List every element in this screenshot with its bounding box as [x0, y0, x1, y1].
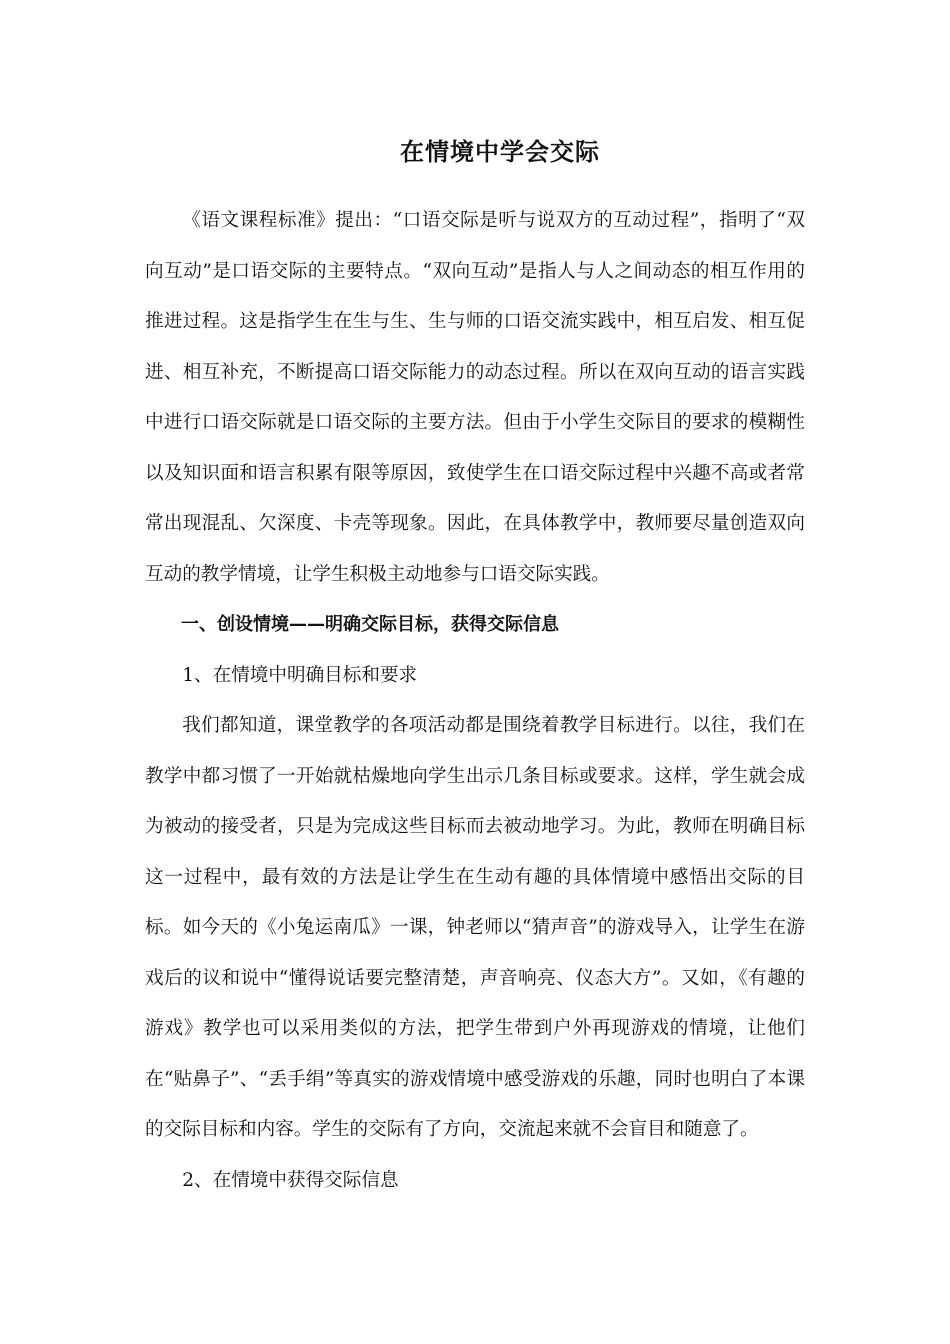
document-body [145, 196, 805, 1206]
intro-paragraph: 《语文课程标准》提出：“口语交际是听与说双方的互动过程”，指明了“双向互动”是口语交际的主要特点。“双向互动”是指人与人之间动态的相互作用的推进过程。这是指学生在生与生、生与师的口语交流实践中，相互启发、相互促进、相互补充，不断提高口语交际能力的动态过程。所以在双向互动的语言实践中进行口语交际就是口语交际的主要方法。但由于小学生交际目的要求的模糊性以及知识面和语言积累有限等原因，致使学生在口语交际过程中兴趣不高或者常常出现混乱、欠深度、卡壳等现象。因此，在具体教学中，教师要尽量创造双向互动的教学情境，让学生积极主动地参与口语交际实践。 [145, 210, 805, 585]
body-paragraph-1: 我们都知道，课堂教学的各项活动都是围绕着教学目标进行。以往，我们在教学中都习惯了一开始就枯燥地向学生出示几条目标或要求。这样，学生就会成为被动的接受者，只是为完成这些目标而去被动地学习。为此，教师在明确目标这一过程中，最有效的方法是让学生在生动有趣的具体情境中感悟出交际的目标。如今天的《小兔运南瓜》一课，钟老师以“猜声音”的游戏导入，让学生在游戏后的议和说中“懂得说话要完整清楚，声音响亮、仪态大方”。又如，《有趣的游戏》教学也可以采用类似的方法，把学生带到户外再现游戏的情境，让他们在“贴鼻子”、“丢手绢”等真实的游戏情境中感受游戏的乐趣，同时也明白了本课的交际目标和内容。学生的交际有了方向，交流起来就不会盲目和随意了。 [145, 715, 805, 1140]
document-title: 在情境中学会交际 [400, 138, 600, 166]
section-heading-1: 一、创设情境——明确交际目标，获得交际信息 [181, 614, 559, 635]
subsection-heading-1: 1、在情境中明确目标和要求 [182, 664, 418, 686]
subsection-heading-2: 2、在情境中获得交际信息 [182, 1169, 399, 1191]
